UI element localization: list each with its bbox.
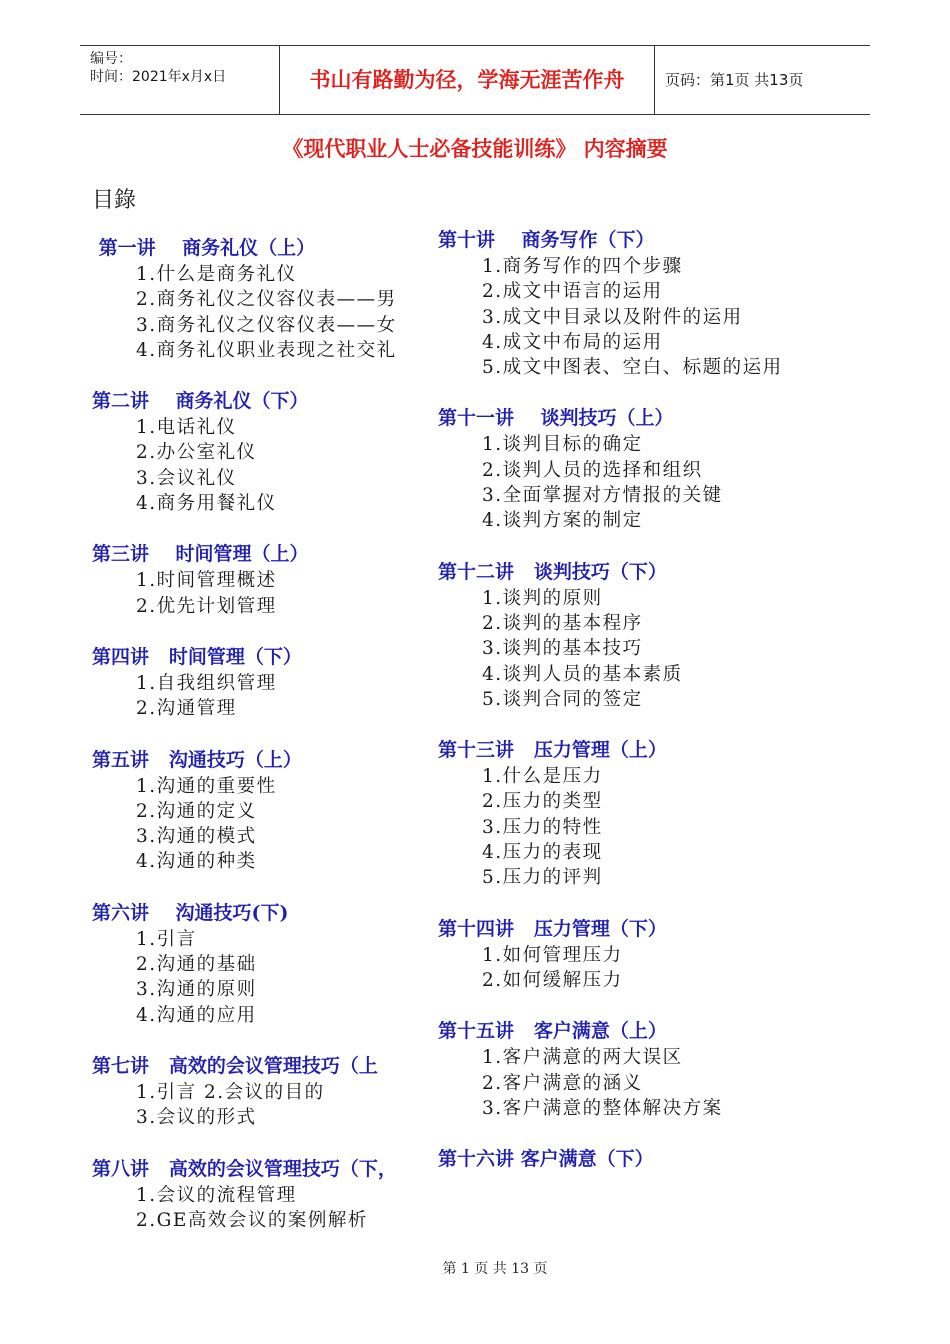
toc-right-column <box>438 226 858 1197</box>
number-label: 编号： <box>90 51 132 67</box>
toc-section <box>438 226 858 380</box>
section-title: 第八讲 高效的会议管理技巧（下， <box>92 1157 397 1180</box>
toc-section <box>92 387 437 516</box>
section-title: 第十一讲 谈判技巧（上） <box>438 407 674 430</box>
section-title: 第十五讲 客户满意（上） <box>438 1020 667 1043</box>
toc-section <box>438 1145 858 1173</box>
section-item: 2.客户满意的涵义 <box>482 1072 643 1094</box>
section-title: 第二讲 商务礼仪（下） <box>92 390 309 413</box>
section-item: 3.会议礼仪 <box>136 467 237 489</box>
section-title: 第十四讲 压力管理（下） <box>438 917 667 940</box>
section-item: 1.会议的流程管理 <box>136 1184 297 1206</box>
section-item: 3.压力的特性 <box>482 816 603 838</box>
section-item: 3.沟通的模式 <box>136 826 257 848</box>
section-item: 1.时间管理概述 <box>136 570 277 592</box>
section-item: 1.谈判的原则 <box>482 587 603 609</box>
section-title: 第十讲 商务写作（下） <box>438 229 655 251</box>
section-title: 第七讲 高效的会议管理技巧（上 <box>92 1054 378 1077</box>
section-item: 1.商务写作的四个步骤 <box>482 256 683 277</box>
section-item: 2.谈判的基本程序 <box>482 612 643 634</box>
section-item: 1.自我组织管理 <box>136 672 277 694</box>
section-item: 3.会议的形式 <box>136 1107 257 1129</box>
toc-section <box>92 746 437 875</box>
section-item: 1.如何管理压力 <box>482 944 623 966</box>
section-item: 1.电话礼仪 <box>136 417 237 439</box>
header-table <box>80 45 870 115</box>
section-title: 第四讲 时间管理（下） <box>92 645 302 668</box>
section-title: 第十三讲 压力管理（上） <box>438 739 667 762</box>
section-item: 3.谈判的基本技巧 <box>482 638 643 660</box>
header-meta <box>80 46 280 114</box>
section-title: 第十六讲 客户满意（下） <box>438 1148 654 1171</box>
toc-section <box>438 558 858 712</box>
section-item: 2.商务礼仪之仪容仪表——男 <box>136 289 397 311</box>
section-item: 4.沟通的应用 <box>136 1004 257 1026</box>
section-item: 5.成文中图表、空白、标题的运用 <box>482 357 783 379</box>
section-title: 第六讲 沟通技巧(下) <box>92 901 289 924</box>
section-item: 2.GE高效会议的案例解析 <box>136 1209 368 1231</box>
section-title: 第十二讲 谈判技巧（下） <box>438 560 667 583</box>
section-item: 4.谈判人员的基本素质 <box>482 663 683 685</box>
section-item: 5.压力的评判 <box>482 867 603 889</box>
toc-section <box>92 234 437 363</box>
section-item: 1.什么是商务礼仪 <box>136 264 297 285</box>
toc-heading: 目錄 <box>92 188 137 213</box>
section-item: 2.压力的类型 <box>482 791 603 813</box>
toc-section <box>92 1052 437 1131</box>
section-item: 4.压力的表现 <box>482 842 603 864</box>
toc-left-column <box>92 234 437 1257</box>
section-item: 1.引言 <box>136 928 197 950</box>
toc-section <box>92 1155 437 1234</box>
section-item: 2.办公室礼仪 <box>136 442 257 464</box>
section-item: 2.成文中语言的运用 <box>482 281 663 303</box>
toc-section <box>92 643 437 722</box>
section-item: 1.沟通的重要性 <box>136 775 277 797</box>
page-footer: 第 1 页 共 13 页 <box>442 1261 548 1277</box>
toc-section <box>438 1017 858 1121</box>
time-label: 时间：2021年x月x日 <box>90 69 227 85</box>
section-item: 2.如何缓解压力 <box>482 969 623 991</box>
toc-section <box>438 915 858 994</box>
motto: 书山有路勤为径，学海无涯苦作舟 <box>280 46 655 114</box>
section-item: 4.谈判方案的制定 <box>482 510 643 532</box>
section-title: 第三讲 时间管理（上） <box>92 543 309 566</box>
section-item: 3.商务礼仪之仪容仪表——女 <box>136 314 397 336</box>
section-item: 2.谈判人员的选择和组织 <box>482 459 703 481</box>
section-item: 2.沟通管理 <box>136 698 237 720</box>
section-item: 3.沟通的原则 <box>136 979 257 1001</box>
page-label: 页码：第1页 共13页 <box>665 71 804 89</box>
section-item: 5.谈判合同的签定 <box>482 688 643 710</box>
section-title: 第五讲 沟通技巧（上） <box>92 748 302 771</box>
toc-section <box>92 540 437 619</box>
section-item: 4.商务礼仪职业表现之社交礼 <box>136 339 397 361</box>
section-item: 2.沟通的基础 <box>136 954 257 976</box>
section-item: 4.商务用餐礼仪 <box>136 493 277 515</box>
section-item: 1.引言 2.会议的目的 <box>136 1081 325 1103</box>
section-item: 3.客户满意的整体解决方案 <box>482 1097 723 1119</box>
toc-section <box>438 736 858 890</box>
section-item: 1.客户满意的两大误区 <box>482 1047 683 1069</box>
toc-section <box>438 404 858 533</box>
document-title: 《现代职业人士必备技能训练》 内容摘要 <box>282 136 668 161</box>
section-item: 2.沟通的定义 <box>136 800 257 822</box>
section-item: 1.什么是压力 <box>482 766 603 788</box>
section-item: 2.优先计划管理 <box>136 595 277 617</box>
section-item: 1.谈判目标的确定 <box>482 434 643 456</box>
section-title: 第一讲 商务礼仪（上） <box>92 237 316 259</box>
toc-section <box>92 899 437 1028</box>
section-item: 3.成文中目录以及附件的运用 <box>482 306 743 328</box>
section-item: 4.成文中布局的运用 <box>482 331 663 353</box>
section-item: 4.沟通的种类 <box>136 851 257 873</box>
section-item: 3.全面掌握对方情报的关键 <box>482 485 723 507</box>
